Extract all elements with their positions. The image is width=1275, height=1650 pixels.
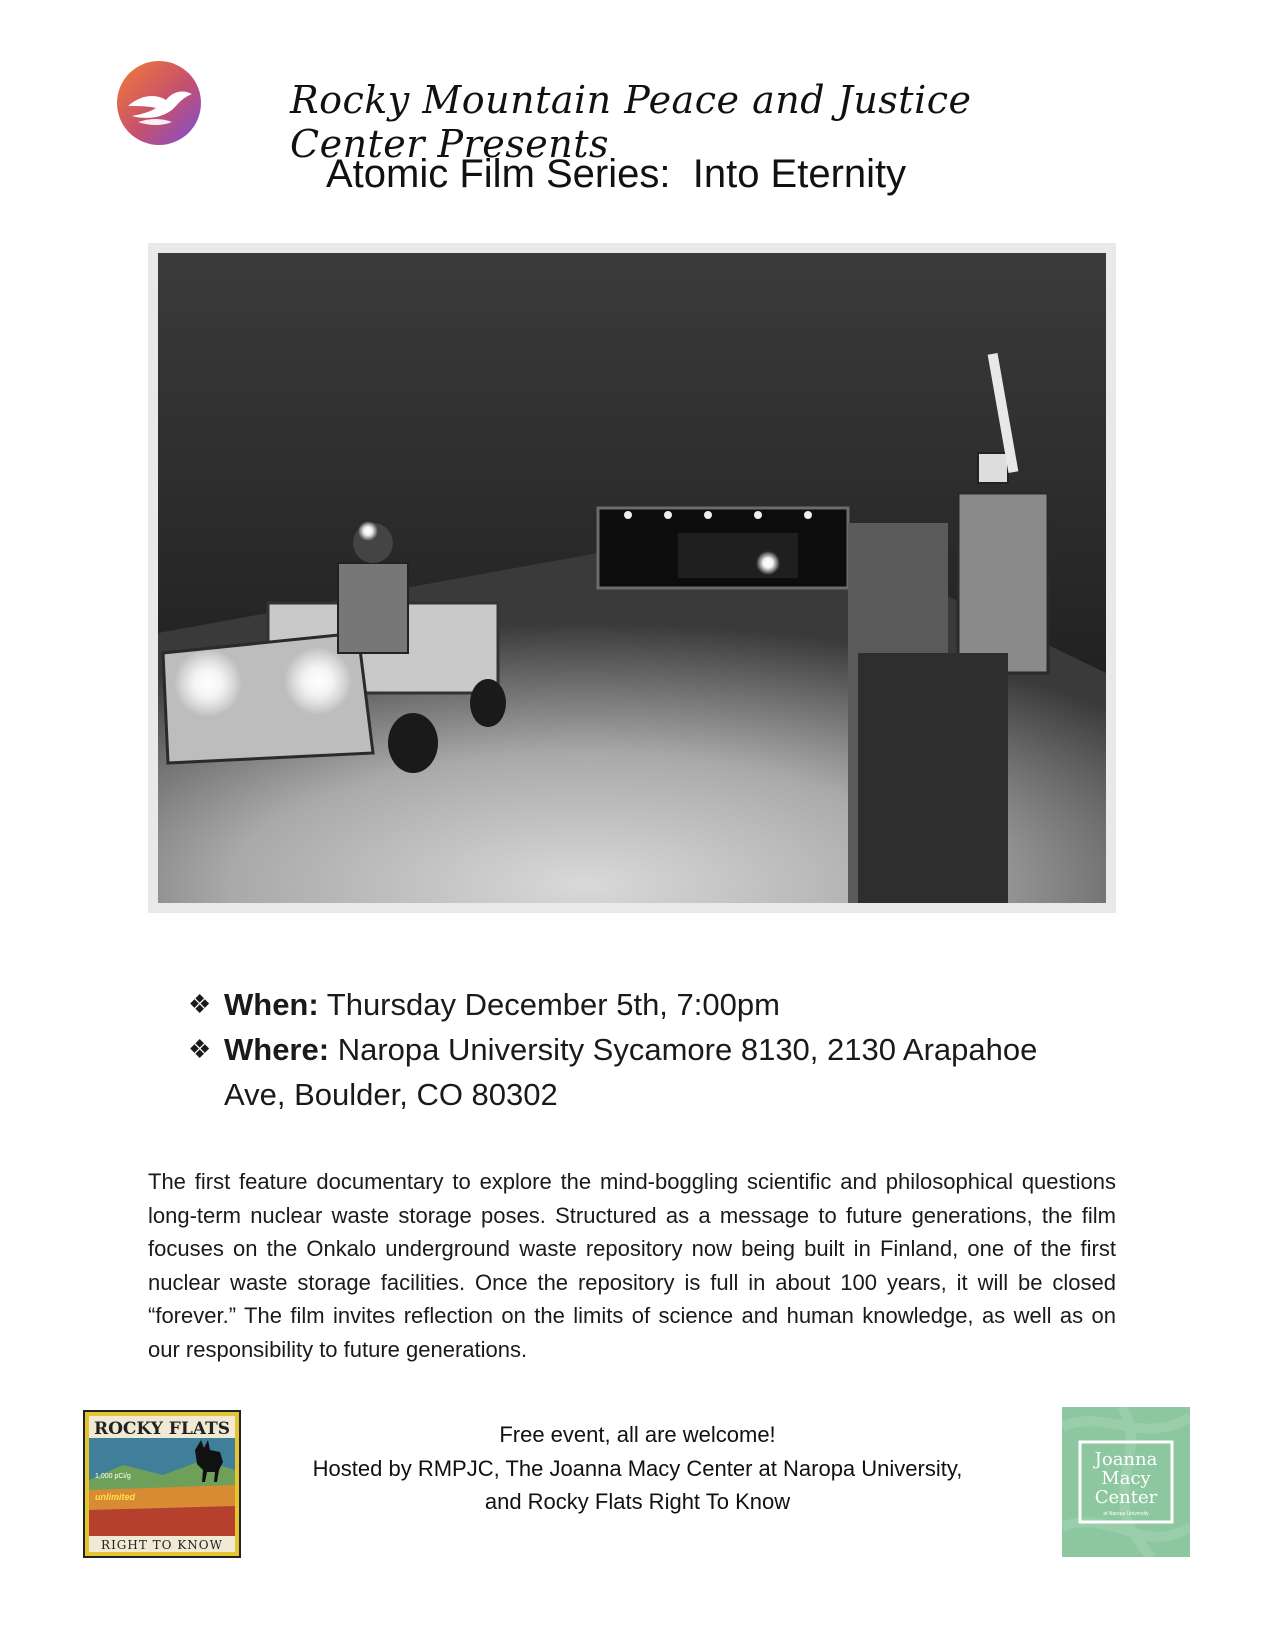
macy-sub: at Naropa University — [1103, 1511, 1149, 1517]
macy-line-3: Center — [1094, 1487, 1158, 1508]
tunnel-photo — [158, 253, 1106, 903]
where-value: Naropa University Sycamore 8130, 2130 Arapahoe Ave, Boulder, CO 80302 — [224, 1032, 1038, 1112]
footer-line-2: Hosted by RMPJC, The Joanna Macy Center at Naropa University, — [312, 1455, 963, 1481]
presenter-heading: Rocky Mountain Peace and Justice Center Presents — [290, 78, 972, 166]
rocky-flats-small2: unlimited — [95, 1492, 135, 1502]
footer-line-3: and Rocky Flats Right To Know — [484, 1489, 791, 1514]
when-label: When: — [224, 987, 319, 1022]
film-description: The first feature documentary to explore the mind-boggling scientific and philosophical questions long-term nuclear waste storage poses. Structured as a message to future generations, the film focuses on the Onkalo underground waste repository now being built in Finland, one of the first nuclear waste storage facilities. Once the repository is full in about 100 years, it will be closed “forever.” The film invites reflection on the limits of science and human knowledge, as well as on our responsibility to future generations. — [148, 1169, 1116, 1362]
bullet-icon: ❖ — [188, 989, 212, 1019]
rocky-flats-logo — [83, 1410, 241, 1558]
event-when — [188, 982, 1104, 1027]
rocky-flats-small1: 1,000 pCi/g — [95, 1473, 131, 1480]
photo-frame — [148, 243, 1116, 913]
macy-line-1: Joanna — [1094, 1449, 1158, 1470]
page-title: Atomic Film Series: Into Eternity — [326, 152, 907, 196]
joanna-macy-center-logo — [1062, 1407, 1190, 1557]
footer-line-1: Free event, all are welcome! — [499, 1422, 776, 1447]
when-value: Thursday December 5th, 7:00pm — [326, 987, 780, 1022]
rocky-flats-bottom: RIGHT TO KNOW — [101, 1538, 223, 1552]
rocky-flats-title: ROCKY FLATS — [93, 1419, 231, 1439]
where-label: Where: — [224, 1032, 330, 1067]
footer-info — [240, 1418, 1035, 1519]
rmpjc-dove-logo — [116, 60, 202, 146]
macy-line-2: Macy — [1101, 1468, 1151, 1489]
bullet-icon: ❖ — [188, 1034, 212, 1064]
event-where — [188, 1027, 1104, 1117]
